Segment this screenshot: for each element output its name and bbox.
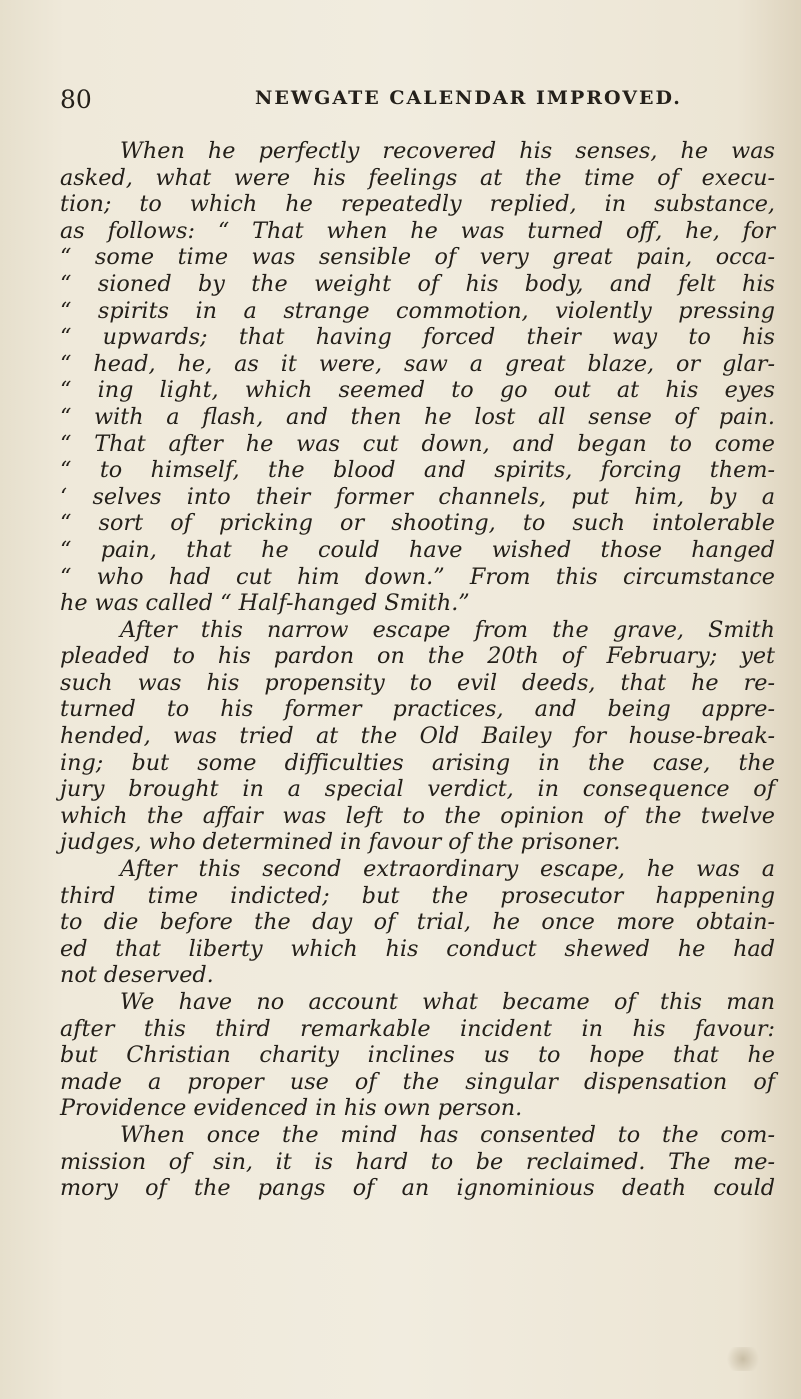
text-line: jury brought in a special verdict, in consequence of [60, 776, 775, 803]
text-line: “ pain, that he could have wished those hanged [60, 536, 775, 563]
text-line: “ sort of pricking or shooting, to such intolerable [60, 510, 775, 537]
text-line: When once the mind has consented to the com- [120, 1121, 775, 1148]
text-line: turned to his former practices, and being appre- [60, 696, 775, 723]
text-line: “ with a flash, and then he lost all sense of pain. [60, 403, 775, 430]
text-line: “ spirits in a strange commotion, violently pressing [60, 297, 775, 324]
paper-smudge [723, 1347, 763, 1371]
text-line: Providence evidenced in his own person. [60, 1095, 523, 1122]
text-line: as follows: “ That when he was turned off, he, for [60, 217, 775, 244]
text-line: asked, what were his feelings at the time of execu- [60, 164, 775, 191]
page-number: 80 [60, 85, 92, 114]
running-title: NEWGATE CALENDAR IMPROVED. [255, 87, 682, 109]
text-line: made a proper use of the singular dispensation of [60, 1068, 775, 1095]
text-line: “ upwards; that having forced their way to his [60, 324, 775, 351]
text-line: “ ing light, which seemed to go out at his eyes [60, 377, 775, 404]
text-line: “ who had cut him down.” From this circumstance [60, 563, 775, 590]
page-header [60, 85, 760, 115]
text-line: mission of sin, it is hard to be reclaimed. The me- [60, 1148, 775, 1175]
text-line: After this second extraordinary escape, he was a [120, 856, 775, 883]
text-line: mory of the pangs of an ignominious death could [60, 1175, 775, 1202]
text-line: “ to himself, the blood and spirits, forcing them- [60, 457, 775, 484]
body-text [60, 138, 775, 1202]
text-line: “ some time was sensible of very great pain, occa- [60, 244, 775, 271]
text-line: such was his propensity to evil deeds, that he re- [60, 669, 775, 696]
text-line: ed that liberty which his conduct shewed he had [60, 935, 775, 962]
text-line: but Christian charity inclines us to hope that he [60, 1042, 775, 1069]
text-line: “ sioned by the weight of his body, and felt his [60, 270, 775, 297]
text-line: third time indicted; but the prosecutor happening [60, 882, 775, 909]
text-line: “ That after he was cut down, and began to come [60, 430, 775, 457]
text-line: after this third remarkable incident in his favour: [60, 1015, 775, 1042]
text-line: he was called “ Half-hanged Smith.” [60, 590, 470, 617]
text-line: not deserved. [60, 962, 214, 989]
text-line: pleaded to his pardon on the 20th of February; yet [60, 643, 775, 670]
text-line: We have no account what became of this man [120, 989, 775, 1015]
text-line: ‘ selves into their former channels, put him, by a [60, 483, 775, 510]
text-line: hended, was tried at the Old Bailey for house-break- [60, 723, 775, 750]
text-line: When he perfectly recovered his senses, he was [120, 138, 775, 164]
text-line: ing; but some difficulties arising in the case, the [60, 749, 775, 776]
text-line: which the affair was left to the opinion of the twelve [60, 802, 775, 829]
text-line: tion; to which he repeatedly replied, in substance, [60, 191, 775, 218]
text-line: judges, who determined in favour of the prisoner. [60, 829, 621, 856]
text-line: “ head, he, as it were, saw a great blaze, or glar- [60, 350, 775, 377]
text-line: After this narrow escape from the grave, Smith [120, 616, 775, 643]
text-line: to die before the day of trial, he once more obtain- [60, 909, 775, 936]
